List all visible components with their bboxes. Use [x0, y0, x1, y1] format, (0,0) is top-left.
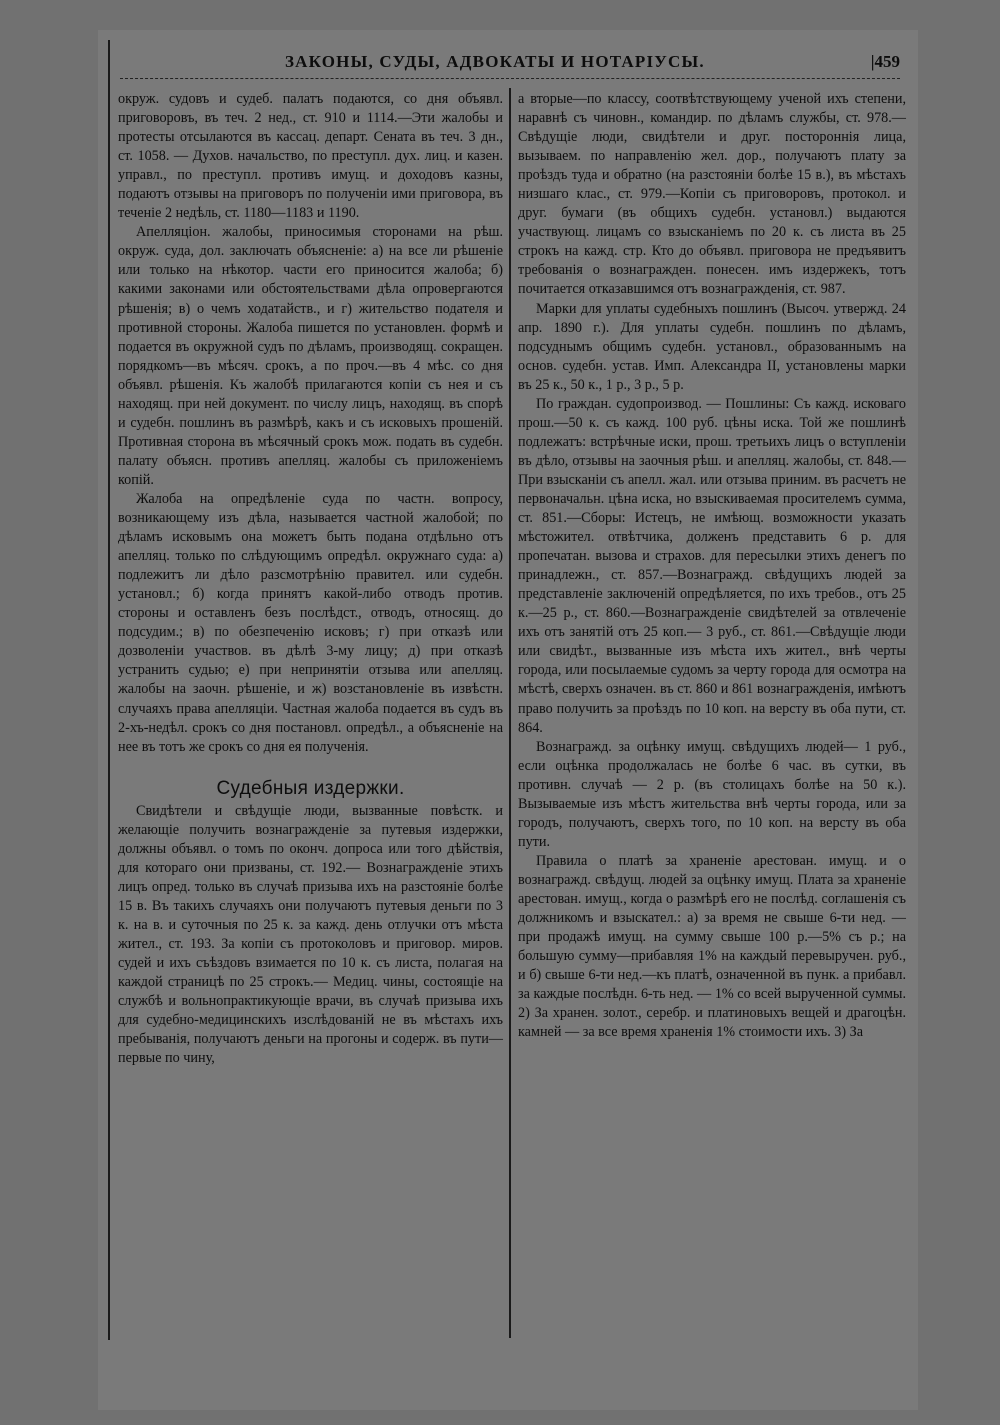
page-header — [120, 50, 910, 76]
paragraph-travel-pay: а вторые—по классу, соотвѣтствующему ученой ихъ степени, наравнѣ съ чиновн., командир. по дѣламъ службы, ст. 978.—Свѣдущіе люди, свидѣтели и друг. постороннія лица, вызываем. по направленію жел. дор., получаютъ плату за проѣздъ туда и обратно (на разстояніи болѣе 15 в.), въ мѣстахъ низшаго клас., ст. 979.—Копіи съ приговоровъ, протокол. и друг. бумаги (въ общихъ судебн. установл.) выдаются участвующ. лицамъ со взысканіемъ по 20 к. съ листа въ 25 строкъ на кажд. стр. Кто до объявл. приговора не предъявитъ требованія о вознагражден. понесен. имъ издержекъ, тотъ почитается отказавшимся отъ вознагражденія, ст. 987. — [518, 91, 906, 298]
paragraph-stamps: Марки для уплаты судебныхъ пошлинъ (Высоч. утвержд. 24 апр. 1890 г.). Для уплаты судебн. пошлинъ по дѣламъ, подсуднымъ общимъ судебн. установл., образованнымъ на основ. судебн. устав. Имп. Александра II, установлены марки въ 25 к., 50 к., 1 р., 3 р., 5 р. — [518, 300, 906, 393]
section-title-court-costs: Судебныя издержки. — [216, 777, 405, 799]
page-number: |459 — [870, 52, 900, 71]
paragraph-appeal-terms: окруж. судовъ и судеб. палатъ подаются, со дня объявл. приговоровъ, въ теч. 2 нед., ст. 910 и 1114.—Эти жалобы и протесты отсылаются въ кассац. департ. Сената въ теч. 3 дн., ст. 1058. — Духов. начальство, по преступл. дух. лиц. и казен. управл., по преступл. противъ имущ. и доходовъ казны, подаютъ отзывы на приговоръ по полученіи ими приговора, въ теченіе 2 недѣль, ст. 1180—1183 и 1190. — [118, 91, 503, 222]
paragraph-civil-fees: По граждан. судопроизвод. — Пошлины: Съ кажд. исковаго прош.—50 к. съ кажд. 100 руб. цѣны иска. Той же пошлинѣ подлежатъ: встрѣчные иски, прош. третьихъ лицъ о вступленіи въ дѣло, отзывы на заочныя рѣш. и апелляц. жалобы, ст. 848.—При взысканіи съ апелл. жал. или отзыва приним. въ расчетъ не первоначальн. цѣна иска, но взыскиваемая просителемъ сумма, ст. 851.—Сборы: Истецъ, не имѣющ. возможности указать мѣстожител. отвѣтчика, долженъ представить 6 р. для пропечатан. вызова и страхов. для пересылки этихъ денегъ по принадлежн., ст. 857.—Вознагражд. свѣдущихъ людей за представленіе заключеній опредѣляется, по ихъ требов., отъ 25 к.—25 р., ст. 860.—Вознагражденіе свидѣтелей за отвлеченіе ихъ отъ занятій отъ 25 коп.— 3 руб., ст. 861.—Свѣдущіе люди или свидѣт., вызванные изъ мѣста ихъ жител., внѣ черты города, или посылаемые судомъ за черту города для осмотра на мѣстѣ, сверхъ означен. въ ст. 860 и 861 вознагражденія, имѣютъ право получить за проѣздъ по 10 коп. на версту въ оба пути, ст. 864. — [518, 395, 906, 736]
column-divider — [509, 88, 511, 1338]
paragraph-witness-costs: Свидѣтели и свѣдущіе люди, вызванные повѣстк. и желающіе получить вознагражденіе за путевыя издержки, должны объявл. о томъ по оконч. допроса или того дѣйствія, для котораго они призваны, ст. 192.— Вознагражденіе этихъ лицъ опред. только въ случаѣ призыва ихъ на разстояніе болѣе 15 в. Въ такихъ случаяхъ они получаютъ путевыя деньги по 3 к. на в. и суточныя по 25 к. за кажд. день отлучки отъ мѣста жител., ст. 193. За копіи съ протоколовъ и приговор. миров. судей и ихъ съѣздовъ взимается по 10 к. съ листа, полагая на каждой страницѣ по 25 строкъ.— Медиц. чины, состоящіе на службѣ и вольнопрактикующіе врачи, въ случаѣ призыва ихъ для судебно-медицинскихъ изслѣдованій не въ мѣстахъ ихъ пребыванія, получаютъ деньги на прогоны и содерж. въ пути—первые по чину, — [118, 802, 503, 1067]
paragraph-private-complaint: Жалоба на опредѣленіе суда по частн. вопросу, возникающему изъ дѣла, называется частной жалобой; по дѣламъ исковымъ она можетъ быть подана отдѣльно отъ апелляц. только по слѣдующимъ опредѣл. окружнаго суда: а) подлежитъ ли дѣло разсмотрѣнію правител. или судебн. установл.; б) когда принятъ какой-либо отводъ против. стороны и оставленъ безъ послѣдст., отводъ, относящ. до подсудим.; в) по обезпеченію исковъ; г) при отказѣ или дозволеніи участвов. въ дѣлѣ 3-му лицу; д) при отказѣ устранить судью; е) при непринятіи отзыва или апелляц. жалобы на заочн. рѣшеніе, и ж) возстановленіе въ извѣстн. случаяхъ права апелляціи. Частная жалоба подается въ судъ въ 2-хъ-недѣл. срокъ со дня постановл. опредѣл., а объясненіе на нее въ тотъ же срокъ со дня ея полученія. — [118, 490, 503, 755]
running-title: ЗАКОНЫ, СУДЫ, АДВОКАТЫ И НОТАРІУСЫ. — [285, 52, 705, 71]
right-column — [518, 90, 906, 1042]
paragraph-storage-rules: Правила о платѣ за храненіе арестован. имущ. и о вознагражд. свѣдущ. людей за оцѣнку имущ. Плата за храненіе арестован. имущ., когда о размѣрѣ его не послѣд. соглашенія съ должникомъ и взыскател.: а) за время не свыше 6-ти нед. — при продажѣ имущ. на сумму свыше 100 р.—5% съ р.; на большую сумму—прибавляя 1% на каждый перевыручен. руб., и б) свыше 6-ти нед.—къ платѣ, означенной въ пунк. а прибавл. за каждые послѣдн. 6-ть нед. — 1% со всей вырученной суммы. 2) За хранен. золот., серебр. и платиновыхъ вещей и драгоцѣн. камней — за все время храненія 1% стоимости ихъ. 3) За — [518, 852, 906, 1041]
paragraph-appraisal-fee: Вознагражд. за оцѣнку имущ. свѣдущихъ людей— 1 руб., если оцѣнка продолжалась не болѣе 6 час. въ сутки, въ противн. случаѣ — 2 р. (въ столицахъ болѣе на 50 к.). Вызываемые изъ мѣстъ жительства внѣ черты города, или за городъ, получаютъ, сверхъ того, по 10 коп. на версту въ оба пути. — [518, 738, 906, 850]
page-border-rule — [108, 40, 110, 1340]
left-column — [118, 90, 503, 1068]
header-rule — [120, 78, 900, 79]
paragraph-appeal-complaints: Апелляціон. жалобы, приносимыя сторонами на рѣш. окруж. суда, дол. заключать объясненіе: а) на все ли рѣшеніе или только на нѣкотор. части его приносится жалоба; б) какими законами или обстоятельствами дѣла опровергаются рѣшенія; в) о чемъ ходатайств., и г) жительство подателя и противной стороны. Жалоба пишется по установлен. формѣ и подается въ окружной судъ по дѣламъ, производящ. сокращен. порядкомъ—въ мѣсяч. срокъ, а по проч.—въ 4 мѣс. со дня объявл. рѣшенія. Къ жалобѣ прилагаются копіи съ нея и съ находящ. при ней документ. по числу лицъ, находящ. въ спорѣ и судебн. пошлинъ въ размѣрѣ, какъ и съ исковыхъ прошеній. Противная сторона въ мѣсячный срокъ мож. подать въ судебн. палату объясн. противъ апелляц. жалобы съ приложеніемъ копій. — [118, 224, 503, 488]
